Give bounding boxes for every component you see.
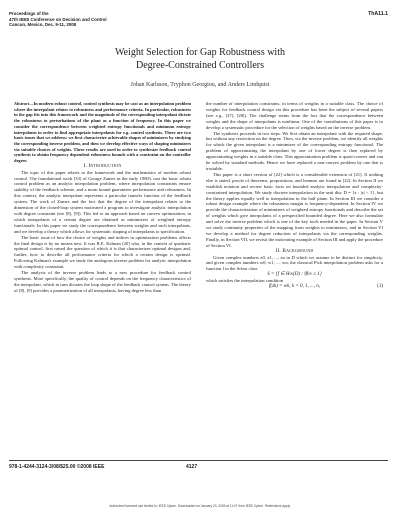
paragraph: This paper is a short version of [22] which is a considerable extension of [21]. If nothing else is stated, proofs of theorems, propositions, and lemmas are found in [22]. In Section II we establish notation and review basic facts on bounded analytic interpolation and complexity-constrained interpolation. We study discrete interpolation in the unit disc D = {z : |z| < 1}, but the theory applies equally well to interpolation in the half plane. In Section III we consider a robust design example where the robustness margin is frequency-dependent. In Section IV we provide the characterization of minimizers of weighted entropy functionals and describe the set of weights which give interpolants of a prespecified bounded degree. Here we also formulate and solve the inverse problem which is one of the key tools needed in the paper. In Section V we study continuity properties of the mapping from weights to minimizers, and in Section VI we develop a method for degree reduction of interpolants via the corresponding weights. Finally, in Section VII, we revisit the motivating example of Section III and apply the procedure of Section VI. (206, 171, 383, 248)
left-column (14, 101, 191, 294)
paragraph: The topic of this paper relates to the framework and the mathematics of modern robust control. The foundational work [33] of George Zames in the early 1980's cast the basic robust control problem as an analytic interpolation problem, where interpolation constraints ensure stability of the feedback scheme, and a norm bound guarantees performance and robustness. In this context, the analytic interpolant represents a particular transfer function of the feedback system. The work of Zames and the fact that the degree of the interpolant relates to the dimension of the closed-loop system motivated a program to investigate analytic interpolation with degree constraint (see [8], [9]). This led to an approach based on convex optimization, in which interpolants of a certain degree are obtained as minimizers of weighted entropy functionals. In this paper we study the correspondence between weights and such interpolants, and we develop a theory which allows for systematic shaping of interpolants to specification. (14, 169, 191, 234)
title-line-1: Weight Selection for Gap Robustness with (114, 47, 285, 58)
abstract (14, 101, 191, 164)
paper-title (0, 47, 400, 72)
abstract-text: In modern robust control, control synthesis may be cast as an interpolation problem where the interpolant relates to robustness and performance criteria. In particular, robustness in the gap fits into this framework and the magnitude of the corresponding interpolant dictate the robustness to perturbations of the plant as a function of frequency. In this paper we consider the correspondence between weighted entropy functionals and minimum entropy interpolants in order to find appropriate interpolants for e.g. control synthesis. There are two basic issues that we address: we first characterize achievable shapes of minimizers by studying the corresponding inverse problem, and then we develop effective ways of shaping minimizers via suitable choices of weights. These results are used in order to synthesize feedback control synthesis to obtain frequency dependent robustness bounds with a constraint on the controller degree. (14, 101, 191, 164)
paragraph: The analysis of the inverse problem leads to a new procedure for feedback control synthesis. More specifically, the quality of control depends on the frequency characteristics of the interpolant, which in turn dictates the loop shape of the feedback control system. The theory of [8], [9] provides a parametrization of all interpolants, having degree less than (14, 270, 191, 293)
paragraph: Given complex numbers z0, z1, ..., zn in D which we assume to be distinct for simplicity, and given complex numbers w0, w1, ..., wn, the classical Pick interpolation problem asks for a function f in the Schur class (206, 254, 383, 272)
footer-divider (9, 460, 388, 461)
proceedings-line: Proceedings of the (9, 11, 49, 16)
paragraph: The basic issue of how the choice of weights and indices in optimization problems affects the final design is by no means new. It was R.E. Kalman [20] who, in the context of quadratic optimal control, first raised the question of which it is that characterizes optimal designs and, further, how to describe all performance criteria for which a certain design is optimal. Following Kalman's example we study the analogous inverse problem for analytic interpolation with complexity constraint. (14, 234, 191, 270)
right-column (206, 101, 383, 290)
proceedings-header (9, 11, 107, 28)
section-heading-introduction: I. Introduction (83, 162, 122, 169)
equation-number: (1) (377, 284, 383, 290)
author-list: Johan Karlsson, Tryphon Georgiou, and Anders Lindquist (130, 82, 270, 88)
equation-schur-class: S = {f ∈ H∞(D) : ‖f‖∞ ≤ 1} (267, 272, 322, 278)
conference-name: 47th IEEE Conference on Decision and Control (9, 16, 107, 22)
paragraph: which satisfies the interpolation condition (206, 278, 284, 284)
license-notice: Authorized licensed use limited to: IEEE Xplore. Downloaded on January 20, 2009 at 11:07 from IEEE Xplore. Restrictions apply. (109, 504, 291, 508)
session-code: ThA11.1 (368, 11, 388, 17)
page-number: 4127 (186, 464, 198, 470)
title-line-2: Degree-Constrained Controllers (135, 59, 265, 71)
equation-body: f(zk) = wk, k = 0, 1, ..., n, (269, 284, 320, 290)
conference-location-date: Cancun, Mexico, Dec. 9-11, 2008 (9, 22, 77, 28)
section-heading-background: II. Background (275, 247, 314, 254)
equation-interpolation-condition (206, 284, 383, 290)
isbn-copyright: 978-1-4244-3124-3/08/$25.00 ©2008 IEEE (9, 464, 105, 470)
abstract-label: Abstract— (14, 101, 34, 106)
paragraph: the number of interpolation constraints, in terms of weights in a suitable class. The choice of weights for feedback control design via this procedure has been the subject of several papers (see e.g., [27], [28]). The challenge stems from the fact that the correspondence between weights and the shape of interpolants is nonlinear. One of the contributions of this paper is to develop a systematic procedure for the selection of weights based on the inverse problem. (206, 101, 383, 130)
paragraph: The synthesis proceeds in two steps. We first obtain an interpolant with the required shape, but without any restriction on the degree. Then, via the inverse problem, we identify all weights for which the given interpolant is a minimizer of the corresponding entropy functional. The problem of approximating the interpolant by one of lower degree is then replaced by approximating weights in a suitable class. This approximation problem is quasi-convex and can be solved by standard methods. Hence we have replaced a non-convex problem by one that is tractable. (206, 130, 383, 171)
